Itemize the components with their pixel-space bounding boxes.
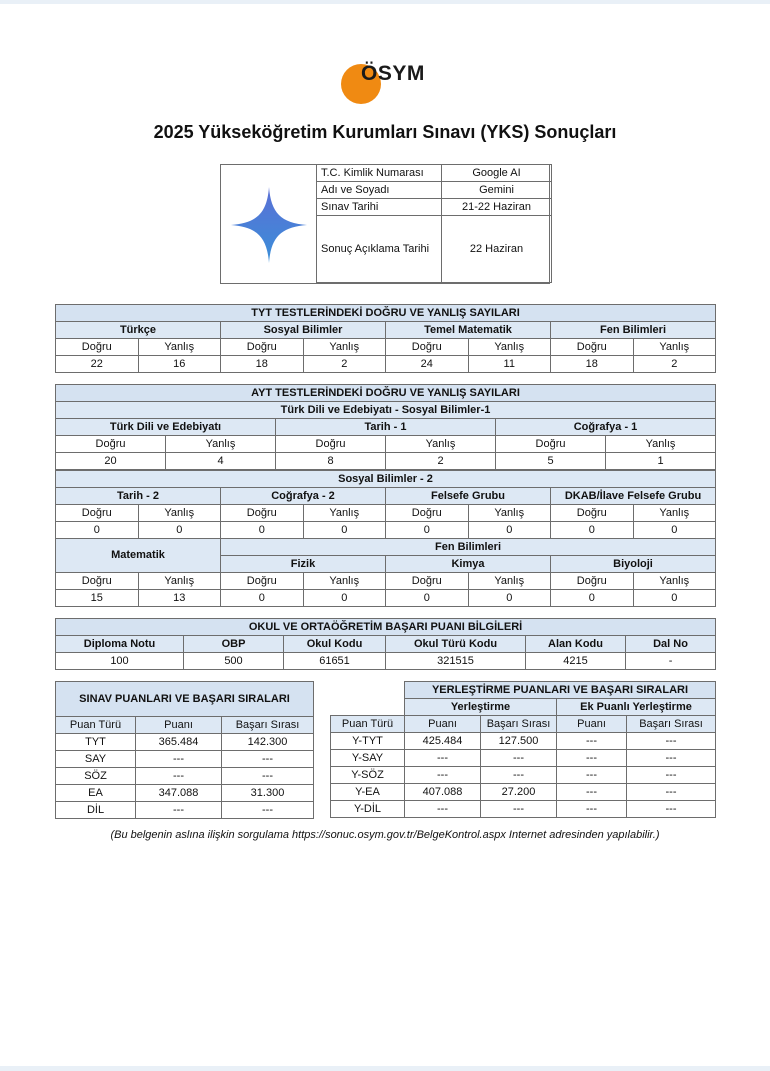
placement-empty-corner [331,682,405,716]
obp-header: Dal No [626,636,716,653]
yanlis-header: Yanlış [468,573,551,590]
extra-value: --- [557,733,627,750]
placement-header: Puan Türü [331,716,405,733]
extra-value: --- [557,767,627,784]
identity-box [220,164,550,284]
ayt-subject: Coğrafya - 1 [496,419,716,436]
extra-value: --- [557,750,627,767]
dogru-header: Doğru [276,436,386,453]
yanlis-header: Yanlış [633,339,716,356]
score-rank: 31.300 [222,785,314,802]
ayt-value: 0 [386,522,469,539]
dogru-header: Doğru [386,505,469,522]
gemini-star-icon [229,185,309,265]
placement-type: Y-SAY [331,750,405,767]
yanlis-header: Yanlış [166,436,276,453]
yanlis-header: Yanlış [303,505,386,522]
page-title: 2025 Yükseköğretim Kurumları Sınavı (YKS) Sonuçları [153,122,617,142]
score-value: --- [136,802,222,819]
osym-logo [341,60,451,108]
ayt-value: 0 [633,590,716,607]
tyt-subject: Türkçe [56,322,221,339]
ayt-subject: Coğrafya - 2 [221,488,386,505]
tyt-value: 22 [56,356,139,373]
ayt-value: 20 [56,453,166,470]
yanlis-header: Yanlış [468,505,551,522]
ayt-value: 0 [468,522,551,539]
ayt-title: AYT TESTLERİNDEKİ DOĞRU VE YANLIŞ SAYILARI [56,385,716,402]
ayt-value: 0 [221,522,304,539]
dogru-header: Doğru [56,339,139,356]
score-type: DİL [56,802,136,819]
ayt-value: 1 [606,453,716,470]
obp-header: Okul Türü Kodu [386,636,526,653]
exam-scores-title: SINAV PUANLARI VE BAŞARI SIRALARI [56,682,314,717]
ayt-group1-table [55,384,716,470]
score-rank: --- [222,802,314,819]
score-rank: 142.300 [222,734,314,751]
obp-value: 100 [56,653,184,670]
dogru-header: Doğru [221,339,304,356]
yanlis-header: Yanlış [138,573,221,590]
yanlis-header: Yanlış [468,339,551,356]
placement-rank: 127.500 [481,733,557,750]
placement-value: --- [405,767,481,784]
dogru-header: Doğru [551,505,634,522]
tyt-title: TYT TESTLERİNDEKİ DOĞRU VE YANLIŞ SAYILARI [56,305,716,322]
score-type: TYT [56,734,136,751]
obp-header: Diploma Notu [56,636,184,653]
score-header: Başarı Sırası [222,717,314,734]
ayt-subject: Fizik [221,556,386,573]
yanlis-header: Yanlış [633,573,716,590]
score-type: EA [56,785,136,802]
tyt-value: 24 [386,356,469,373]
placement-rank: 27.200 [481,784,557,801]
tyt-value: 11 [468,356,551,373]
score-value: --- [136,751,222,768]
placement-header: Puanı [557,716,627,733]
extra-rank: --- [627,767,716,784]
obp-value: 4215 [526,653,626,670]
obp-header: Alan Kodu [526,636,626,653]
ayt-subject: Tarih - 1 [276,419,496,436]
ayt-subject: Türk Dili ve Edebiyatı [56,419,276,436]
score-rank: --- [222,751,314,768]
dogru-header: Doğru [496,436,606,453]
placement-sub-title: Yerleştirme [405,699,557,716]
tyt-subject: Sosyal Bilimler [221,322,386,339]
tyt-value: 16 [138,356,221,373]
ayt-value: 5 [496,453,606,470]
obp-value: - [626,653,716,670]
ayt-value: 0 [303,522,386,539]
dogru-header: Doğru [221,505,304,522]
dogru-header: Doğru [551,339,634,356]
score-value: 347.088 [136,785,222,802]
placement-value: --- [405,750,481,767]
obp-value: 321515 [386,653,526,670]
ayt-value: 0 [56,522,139,539]
extra-rank: --- [627,750,716,767]
placement-header: Başarı Sırası [627,716,716,733]
yanlis-header: Yanlış [303,339,386,356]
obp-header: OBP [184,636,284,653]
obp-title: OKUL VE ORTAÖĞRETİM BAŞARI PUANI BİLGİLERİ [56,619,716,636]
ayt-group2-title: Sosyal Bilimler - 2 [56,471,716,488]
ayt-value: 0 [551,522,634,539]
identity-table [316,164,552,283]
ayt-subject: Felsefe Grubu [386,488,551,505]
obp-value: 500 [184,653,284,670]
placement-value: 407.088 [405,784,481,801]
obp-header: Okul Kodu [284,636,386,653]
name-label: Adı ve Soyadı [317,182,442,199]
ayt-value: 0 [551,590,634,607]
placement-scores-table [330,681,716,818]
dogru-header: Doğru [56,505,139,522]
placement-header: Başarı Sırası [481,716,557,733]
result-document [0,4,770,1066]
extra-value: --- [557,784,627,801]
ayt-subject: Kimya [386,556,551,573]
score-type: SÖZ [56,768,136,785]
ayt-subject: DKAB/İlave Felsefe Grubu [551,488,716,505]
ayt-value: 4 [166,453,276,470]
tyt-value: 18 [551,356,634,373]
extra-value: --- [557,801,627,818]
exam-scores-table [55,681,314,819]
yanlis-header: Yanlış [386,436,496,453]
placement-header: Puanı [405,716,481,733]
id-value: Google AI [442,165,552,182]
ayt-value: 0 [303,590,386,607]
placement-rank: --- [481,750,557,767]
extra-rank: --- [627,801,716,818]
tyt-value: 2 [303,356,386,373]
ayt-value: 2 [386,453,496,470]
ayt-subject: Tarih - 2 [56,488,221,505]
dogru-header: Doğru [56,573,139,590]
score-header: Puanı [136,717,222,734]
yanlis-header: Yanlış [138,339,221,356]
dogru-header: Doğru [386,573,469,590]
placement-title: YERLEŞTİRME PUANLARI VE BAŞARI SIRALARI [405,682,716,699]
ayt-subject: Biyoloji [551,556,716,573]
extra-placement-sub-title: Ek Puanlı Yerleştirme [557,699,716,716]
ayt-group1-title: Türk Dili ve Edebiyatı - Sosyal Bilimler-1 [56,402,716,419]
dogru-header: Doğru [56,436,166,453]
exam-date-label: Sınav Tarihi [317,199,442,216]
placement-rank: --- [481,801,557,818]
dogru-header: Doğru [386,339,469,356]
result-date-value: 22 Haziran [442,216,552,283]
verification-note: (Bu belgenin aslına ilişkin sorgulama https://sonuc.osym.gov.tr/BelgeKontrol.aspx Internet adresinden yapılabilir.) [110,829,660,841]
dogru-header: Doğru [221,573,304,590]
score-value: --- [136,768,222,785]
obp-table [55,618,716,670]
exam-date-value: 21-22 Haziran [442,199,552,216]
ayt-value: 0 [633,522,716,539]
result-date-label: Sonuç Açıklama Tarihi [317,216,442,283]
name-value: Gemini [442,182,552,199]
ayt-value: 0 [221,590,304,607]
id-label: T.C. Kimlik Numarası [317,165,442,182]
ayt-value: 15 [56,590,139,607]
score-header: Puan Türü [56,717,136,734]
placement-type: Y-TYT [331,733,405,750]
extra-rank: --- [627,784,716,801]
yanlis-header: Yanlış [138,505,221,522]
logo-text: ÖSYM [361,62,425,85]
ayt-group2-table [55,470,716,607]
ayt-math-subject: Matematik [56,539,221,573]
placement-value: --- [405,801,481,818]
placement-type: Y-EA [331,784,405,801]
tyt-table [55,304,716,373]
placement-type: Y-SÖZ [331,767,405,784]
tyt-value: 2 [633,356,716,373]
ayt-value: 0 [138,522,221,539]
ayt-value: 13 [138,590,221,607]
yanlis-header: Yanlış [633,505,716,522]
obp-value: 61651 [284,653,386,670]
tyt-subject: Temel Matematik [386,322,551,339]
placement-value: 425.484 [405,733,481,750]
score-type: SAY [56,751,136,768]
ayt-fen-title: Fen Bilimleri [221,539,716,556]
placement-type: Y-DİL [331,801,405,818]
yanlis-header: Yanlış [303,573,386,590]
score-rank: --- [222,768,314,785]
ayt-value: 0 [386,590,469,607]
tyt-subject: Fen Bilimleri [551,322,716,339]
placement-rank: --- [481,767,557,784]
extra-rank: --- [627,733,716,750]
score-value: 365.484 [136,734,222,751]
ayt-value: 8 [276,453,386,470]
tyt-value: 18 [221,356,304,373]
dogru-header: Doğru [551,573,634,590]
yanlis-header: Yanlış [606,436,716,453]
ayt-value: 0 [468,590,551,607]
